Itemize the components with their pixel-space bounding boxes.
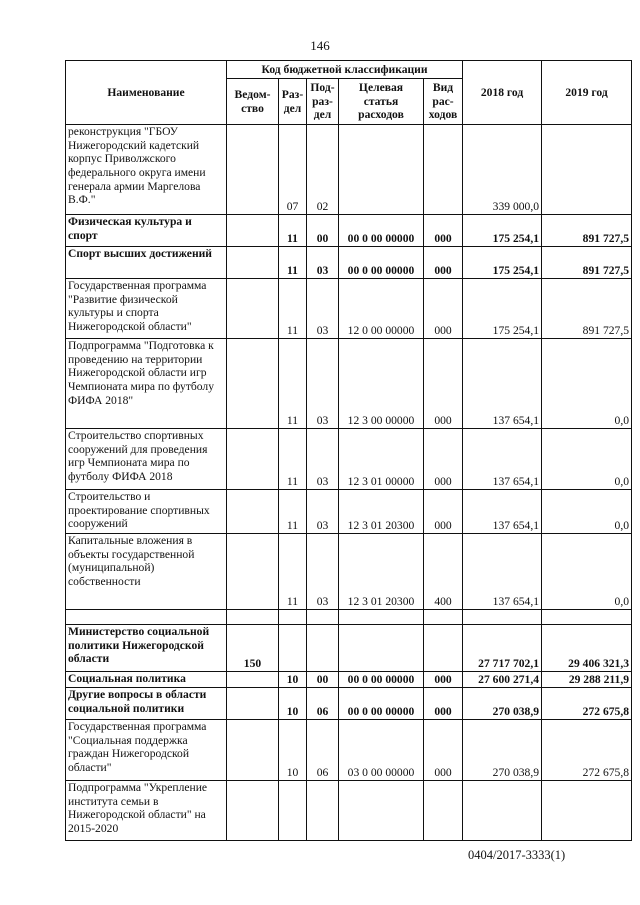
row-2019: 272 675,8 (542, 720, 632, 781)
row-name: Министерство социальной политики Нижегородской области (66, 625, 227, 672)
row-podrazdel: 06 (307, 720, 339, 781)
row-name: Подпрограмма "Укрепление института семьи в Нижегородской области" на 2015-2020 (66, 781, 227, 841)
row-vid: 000 (424, 429, 463, 490)
row-vid (424, 125, 463, 215)
table-row (66, 247, 632, 279)
header-code-group: Код бюджетной классификации (227, 61, 463, 79)
row-celevaya: 03 0 00 00000 (339, 720, 424, 781)
row-razdel: 11 (279, 490, 307, 534)
row-vedomstvo (227, 720, 279, 781)
row-razdel: 10 (279, 672, 307, 688)
row-podrazdel: 06 (307, 688, 339, 720)
row-vedomstvo (227, 490, 279, 534)
row-name: Строительство спортивных сооружений для проведения игр Чемпионата мира по футболу ФИФА 2018 (66, 429, 227, 490)
row-razdel: 07 (279, 125, 307, 215)
row-2018: 175 254,1 (463, 247, 542, 279)
row-podrazdel (307, 781, 339, 841)
row-celevaya (339, 125, 424, 215)
row-name: Подпрограмма "Подготовка к проведению на территории Нижегородской области игр Чемпионата мира по футболу ФИФА 2018" (66, 339, 227, 429)
row-name: Физическая культура и спорт (66, 215, 227, 247)
row-name: Государственная программа "Развитие физической культуры и спорта Нижегородской области" (66, 279, 227, 339)
row-razdel: 11 (279, 279, 307, 339)
header-name: Наименование (66, 61, 227, 125)
row-2018: 270 038,9 (463, 688, 542, 720)
row-vid: 000 (424, 247, 463, 279)
row-vid: 000 (424, 672, 463, 688)
row-2018: 270 038,9 (463, 720, 542, 781)
table-row (66, 720, 632, 781)
header-vid: Вид рас-ходов (424, 79, 463, 125)
row-vid (424, 625, 463, 672)
row-podrazdel (307, 625, 339, 672)
header-vedomstvo: Ведом-ство (227, 79, 279, 125)
row-celevaya: 00 0 00 00000 (339, 215, 424, 247)
table-row (66, 215, 632, 247)
row-podrazdel: 02 (307, 125, 339, 215)
table-row (66, 125, 632, 215)
row-podrazdel: 03 (307, 279, 339, 339)
row-vedomstvo (227, 781, 279, 841)
row-2018: 27 717 702,1 (463, 625, 542, 672)
row-2019: 0,0 (542, 429, 632, 490)
row-razdel: 10 (279, 688, 307, 720)
budget-table (65, 60, 632, 841)
row-celevaya (339, 625, 424, 672)
row-2019: 29 406 321,3 (542, 625, 632, 672)
row-celevaya: 12 3 01 20300 (339, 490, 424, 534)
row-2019 (542, 610, 632, 625)
row-vid: 000 (424, 339, 463, 429)
row-razdel (279, 625, 307, 672)
row-name: Спорт высших достижений (66, 247, 227, 279)
row-name: Государственная программа "Социальная поддержка граждан Нижегородской области" (66, 720, 227, 781)
table-row (66, 490, 632, 534)
row-vedomstvo (227, 247, 279, 279)
row-vedomstvo (227, 610, 279, 625)
row-vedomstvo (227, 688, 279, 720)
table-row (66, 534, 632, 610)
header-razdel: Раз-дел (279, 79, 307, 125)
row-2019: 891 727,5 (542, 215, 632, 247)
row-vedomstvo (227, 339, 279, 429)
row-vedomstvo (227, 125, 279, 215)
row-vedomstvo (227, 215, 279, 247)
row-2018: 175 254,1 (463, 215, 542, 247)
row-name: реконструкция "ГБОУ Нижегородский кадетский корпус Приволжского федерального округа имени генерала армии Маргелова В.Ф." (66, 125, 227, 215)
table-row (66, 625, 632, 672)
table-row (66, 781, 632, 841)
row-2019: 891 727,5 (542, 247, 632, 279)
row-2019 (542, 781, 632, 841)
row-razdel (279, 781, 307, 841)
row-name (66, 610, 227, 625)
row-name: Социальная политика (66, 672, 227, 688)
row-celevaya: 12 0 00 00000 (339, 279, 424, 339)
row-razdel: 11 (279, 534, 307, 610)
row-vid (424, 781, 463, 841)
row-vid (424, 610, 463, 625)
row-2019: 272 675,8 (542, 688, 632, 720)
table-row (66, 672, 632, 688)
header-podrazdel: Под-раз-дел (307, 79, 339, 125)
row-2019: 0,0 (542, 490, 632, 534)
row-vid: 400 (424, 534, 463, 610)
table-row (66, 688, 632, 720)
row-2018: 27 600 271,4 (463, 672, 542, 688)
row-celevaya: 12 3 00 00000 (339, 339, 424, 429)
row-vid: 000 (424, 215, 463, 247)
row-podrazdel: 00 (307, 215, 339, 247)
header-2019: 2019 год (542, 61, 632, 125)
row-razdel (279, 610, 307, 625)
row-vedomstvo (227, 534, 279, 610)
row-podrazdel: 03 (307, 339, 339, 429)
row-2018: 137 654,1 (463, 490, 542, 534)
row-celevaya: 00 0 00 00000 (339, 672, 424, 688)
header-2018: 2018 год (463, 61, 542, 125)
row-2018 (463, 781, 542, 841)
table-row (66, 279, 632, 339)
row-podrazdel (307, 610, 339, 625)
row-2019: 0,0 (542, 534, 632, 610)
row-2019: 891 727,5 (542, 279, 632, 339)
row-podrazdel: 03 (307, 534, 339, 610)
row-vid: 000 (424, 279, 463, 339)
row-vid: 000 (424, 720, 463, 781)
row-celevaya: 12 3 01 20300 (339, 534, 424, 610)
row-2018: 137 654,1 (463, 534, 542, 610)
row-celevaya: 12 3 01 00000 (339, 429, 424, 490)
row-podrazdel: 00 (307, 672, 339, 688)
row-2018 (463, 610, 542, 625)
row-celevaya (339, 781, 424, 841)
row-celevaya: 00 0 00 00000 (339, 247, 424, 279)
row-razdel: 11 (279, 215, 307, 247)
row-razdel: 11 (279, 247, 307, 279)
row-celevaya: 00 0 00 00000 (339, 688, 424, 720)
row-razdel: 10 (279, 720, 307, 781)
row-2019: 0,0 (542, 339, 632, 429)
row-vedomstvo: 150 (227, 625, 279, 672)
row-podrazdel: 03 (307, 247, 339, 279)
table-row (66, 339, 632, 429)
document-code: 0404/2017-3333(1) (468, 848, 566, 862)
row-vid: 000 (424, 490, 463, 534)
row-vedomstvo (227, 429, 279, 490)
header-celevaya: Целевая статья расходов (339, 79, 424, 125)
page-number: 146 (310, 38, 330, 53)
table-row (66, 429, 632, 490)
table-body (66, 125, 632, 841)
table-row (66, 610, 632, 625)
row-name: Капитальные вложения в объекты государственной (муниципальной) собственности (66, 534, 227, 610)
row-name: Другие вопросы в области социальной политики (66, 688, 227, 720)
row-podrazdel: 03 (307, 429, 339, 490)
row-vid: 000 (424, 688, 463, 720)
row-2018: 137 654,1 (463, 339, 542, 429)
row-2018: 175 254,1 (463, 279, 542, 339)
row-vedomstvo (227, 279, 279, 339)
row-celevaya (339, 610, 424, 625)
row-razdel: 11 (279, 339, 307, 429)
row-2018: 137 654,1 (463, 429, 542, 490)
row-vedomstvo (227, 672, 279, 688)
row-name: Строительство и проектирование спортивных сооружений (66, 490, 227, 534)
row-2018: 339 000,0 (463, 125, 542, 215)
row-2019: 29 288 211,9 (542, 672, 632, 688)
row-2019 (542, 125, 632, 215)
row-razdel: 11 (279, 429, 307, 490)
row-podrazdel: 03 (307, 490, 339, 534)
